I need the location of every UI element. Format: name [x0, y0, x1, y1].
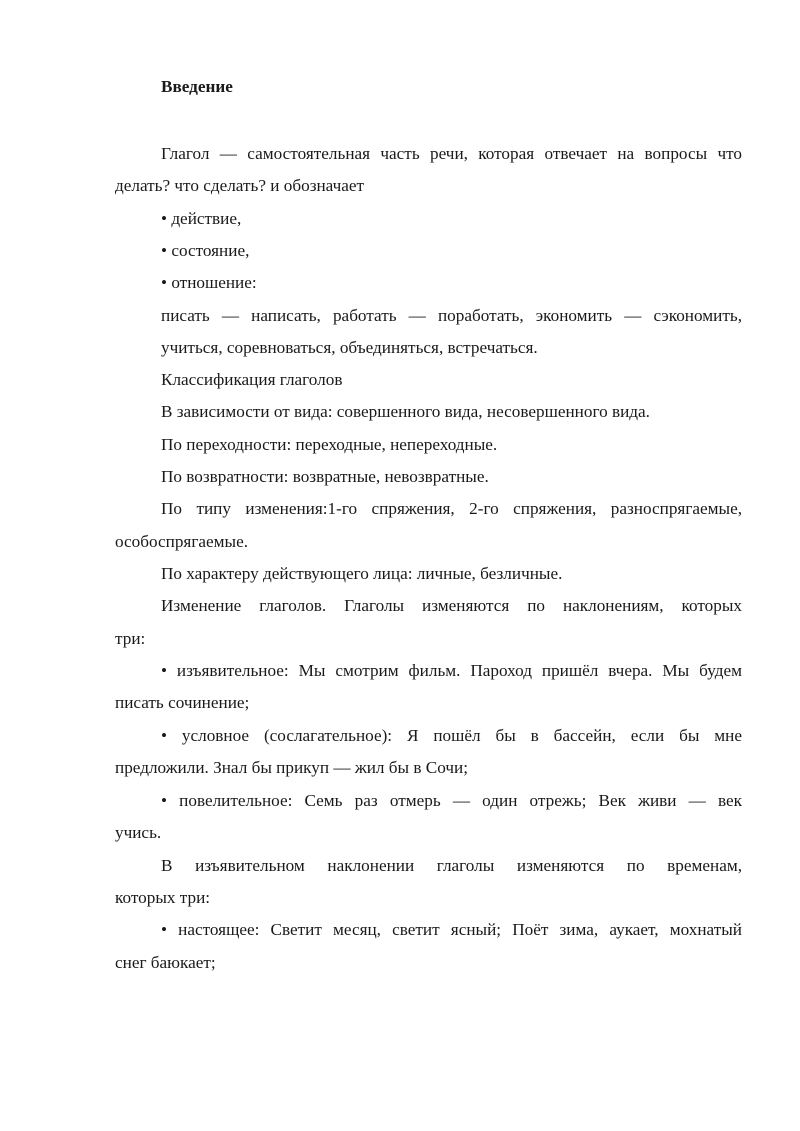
paragraph-line: Изменение глаголов. Глаголы изменяются по наклонениям, которых — [161, 596, 742, 615]
paragraph-line: учиться, соревноваться, объединяться, встречаться. — [161, 338, 538, 357]
paragraph-line: снег баюкает; — [115, 953, 216, 972]
paragraph-line: учись. — [115, 823, 162, 842]
paragraph-line: В зависимости от вида: совершенного вида, несовершенного вида. — [161, 402, 650, 421]
list-item: • состояние, — [161, 241, 250, 260]
list-item: • условное (сослагательное): Я пошёл бы в бассейн, если бы мне — [161, 726, 742, 745]
paragraph-line: писать сочинение; — [115, 693, 250, 712]
paragraph-line: предложили. Знал бы прикуп — жил бы в Сочи; — [115, 758, 469, 777]
subheading: Классификация глаголов — [161, 370, 343, 389]
paragraph-line: писать — написать, работать — поработать, экономить — сэкономить, — [161, 306, 742, 325]
paragraph-line: Глагол — самостоятельная часть речи, которая отвечает на вопросы что — [161, 144, 742, 163]
paragraph-line: По переходности: переходные, непереходные. — [161, 435, 498, 454]
paragraph-line: По характеру действующего лица: личные, безличные. — [161, 564, 563, 583]
paragraph-line: которых три: — [115, 888, 211, 907]
paragraph-line: По возвратности: возвратные, невозвратные. — [161, 467, 489, 486]
list-item: • изъявительное: Мы смотрим фильм. Пароход пришёл вчера. Мы будем — [161, 661, 742, 680]
list-item: • настоящее: Светит месяц, светит ясный; Поёт зима, аукает, мохнатый — [161, 920, 742, 939]
list-item: • повелительное: Семь раз отмерь — один отрежь; Век живи — век — [161, 791, 742, 810]
paragraph-line: По типу изменения:1-го спряжения, 2-го спряжения, разноспрягаемые, — [161, 499, 742, 518]
paragraph-line: В изъявительном наклонении глаголы изменяются по временам, — [161, 856, 742, 875]
section-heading: Введение — [161, 77, 233, 96]
paragraph-line: делать? что сделать? и обозначает — [115, 176, 365, 195]
list-item: • действие, — [161, 209, 242, 228]
paragraph-line: особоспрягаемые. — [115, 532, 248, 551]
paragraph-line: три: — [115, 629, 146, 648]
list-item: • отношение: — [161, 273, 257, 292]
